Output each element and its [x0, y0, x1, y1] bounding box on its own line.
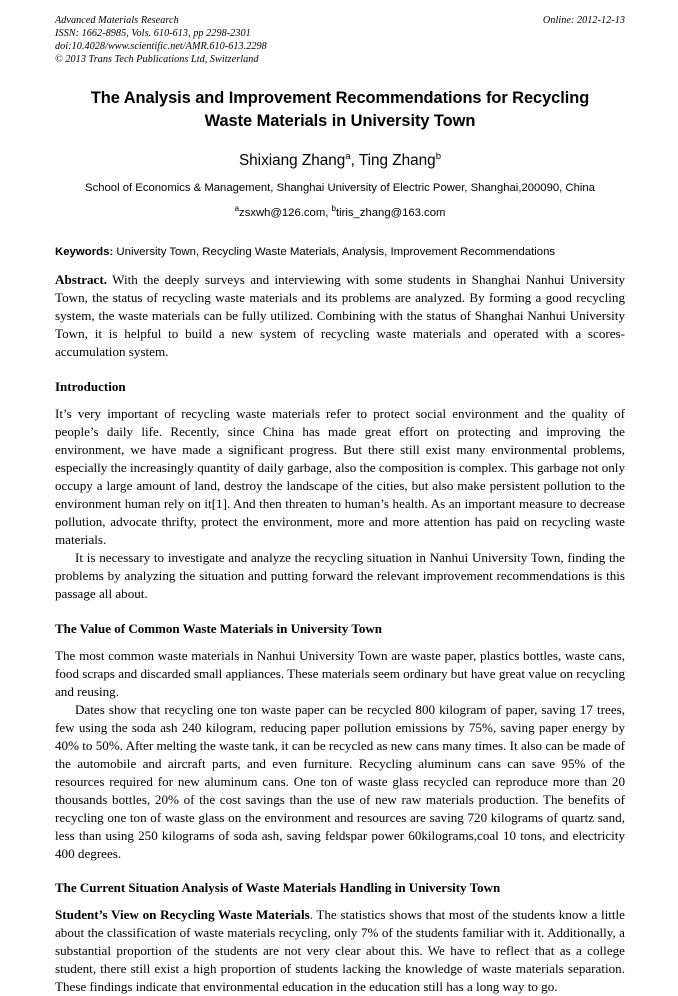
journal-doi-line: doi:10.4028/www.scientific.net/AMR.610-613.2298: [55, 41, 267, 52]
author-name-1: Shixiang Zhang: [238, 152, 346, 169]
abstract-label: Abstract.: [55, 271, 107, 287]
author-separator: ,: [350, 152, 359, 169]
paragraph-students-view: [55, 906, 625, 996]
section-heading-introduction: Introduction: [55, 378, 126, 394]
author-name-2: Ting Zhang: [358, 152, 436, 169]
journal-issn-line: ISSN: 1662-8985, Vols. 610-613, pp 2298-2301: [55, 28, 251, 39]
abstract-paragraph: [55, 271, 625, 361]
abstract-text: With the deeply surveys and interviewing with some students in Shanghai Nanhui University Town, the status of recycling waste materials and its problems are analyzed. By forming a good recycling system, the waste materials can be fully utilized. Combining with the status of Shanghai Nanhui University Town, it is helpful to build a new system of recycling waste materials and operated with a scores-accumulation system.: [55, 271, 625, 359]
online-publication-date: Online: 2012-12-13: [542, 15, 625, 26]
journal-header: [55, 14, 625, 66]
email-address-2: tiris_zhang@163.com: [335, 206, 446, 219]
affiliation: School of Economics & Management, Shanghai University of Electric Power, Shanghai,200090, China: [85, 182, 595, 194]
paragraph-value-1: The most common waste materials in Nanhui University Town are waste paper, plastics bottles, waste cans, food scraps and discarded small appliances. These materials seem ordinary but have great value on recycling and reusing.: [55, 647, 625, 699]
author-emails: [55, 205, 625, 221]
journal-name: Advanced Materials Research: [55, 15, 179, 26]
subsection-label-students-view: Student’s View on Recycling Waste Materials: [55, 906, 310, 922]
paper-title: The Analysis and Improvement Recommendations for Recycling Waste Materials in University Town: [90, 89, 590, 130]
section-heading-current-situation: The Current Situation Analysis of Waste Materials Handling in University Town: [55, 879, 501, 895]
email-marker-1: a: [234, 203, 240, 213]
section-heading-value-of-waste-materials: The Value of Common Waste Materials in University Town: [55, 620, 382, 636]
email-marker-2: b: [331, 203, 336, 213]
author-affiliation-marker-1: a: [345, 150, 351, 162]
subsection-text-students-view: . The statistics shows that most of the students know a little about the classification of waste materials recycling, only 7% of the students familiar with it. Additionally, a substantial proportion of the students are not very clear about this. We have to reflect that as a college student, there still exist a high proportion of students lacking the knowledge of waste materials separation. These findings indicate that environmental education in the education still has a long way to go.: [55, 906, 625, 994]
keywords-line: [55, 245, 625, 260]
email-address-1: zsxwh@126.com,: [239, 206, 332, 219]
paragraph-introduction-2: It is necessary to investigate and analyze the recycling situation in Nanhui University Town, finding the problems by analyzing the situation and putting forward the relevant improvement recommendations is this passage all about.: [55, 549, 625, 601]
keywords-text: University Town, Recycling Waste Materials, Analysis, Improvement Recommendations: [113, 245, 556, 258]
paragraph-value-2: Dates show that recycling one ton waste paper can be recycled 800 kilogram of paper, saving 17 trees, few using the soda ash 240 kilogram, reducing paper pollution emissions by 75%, saving paper energy by 40% to 50%. After melting the waste tank, it can be recycled as new cans many times. It also can be made of the automobile and aircraft parts, and even furniture. Recycling aluminum cans can save 95% of the resources required for new aluminum cans. One ton of waste glass recycled can reproduce more than 20 thousands bottles, 20% of the cost savings than the use of new raw materials production. The benefits of recycling one ton of waste glass on the environment and resources are saving 720 kilograms of quartz sand, less than using 250 kilograms of soda ash, saving feldspar power 60kilograms,coal 10 tons, and electricity 400 degrees.: [55, 701, 625, 861]
author-affiliation-marker-2: b: [435, 150, 442, 162]
journal-copyright-line: © 2013 Trans Tech Publications Ltd, Switzerland: [55, 54, 259, 65]
author-list: [55, 151, 625, 171]
keywords-label: Keywords:: [55, 245, 114, 258]
paragraph-introduction-1: It’s very important of recycling waste materials refer to protect social environment and the quality of people’s daily life. Recently, since China has made great effort on protecting and improving the environment, we have made a significant progress. But there still exist many environmental problems, especially the increasingly quantity of daily garbage, also the composition is complex. This garbage not only occupy a large amount of land, destroy the landscape of the cities, but also make persistent pollution to the environment human rely on it[1]. And then threaten to human’s health. As an important measure to decrease pollution, advocate thrifty, protect the environment, more and more attention has paid on recycling waste materials.: [55, 405, 625, 547]
